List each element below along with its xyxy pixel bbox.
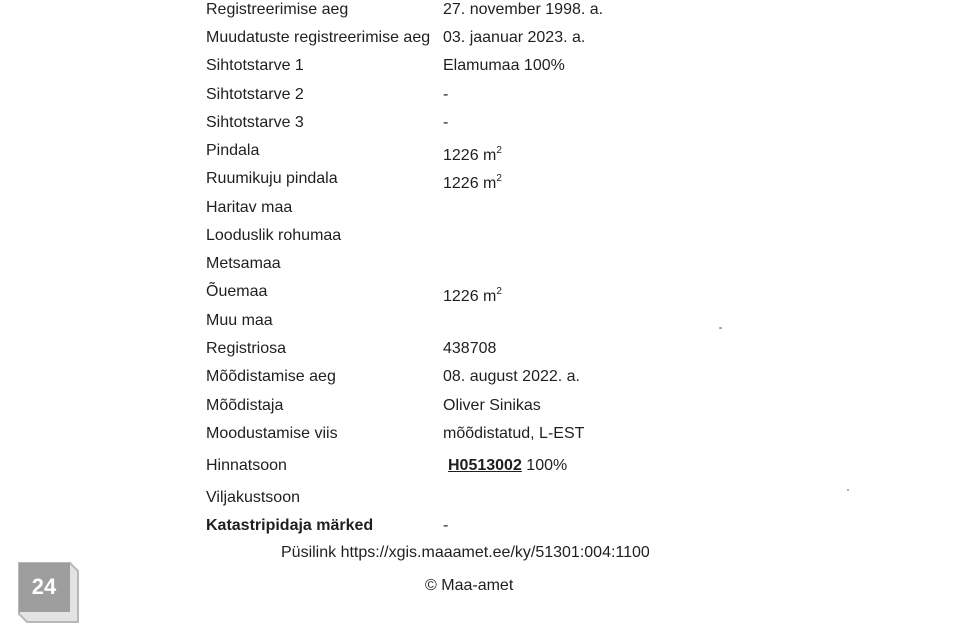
field-value: 27. november 1998. a. <box>443 1 604 18</box>
field-label: Haritav maa <box>206 199 293 216</box>
field-label: Muu maa <box>206 312 273 329</box>
field-label: Pindala <box>206 142 260 159</box>
row-changes-registration-date <box>206 28 766 54</box>
row-survey-date <box>206 367 766 393</box>
row-yard-land <box>206 282 766 308</box>
row-forest-land <box>206 254 766 280</box>
scan-speck <box>719 327 722 329</box>
area-value: 1226 m <box>443 288 497 305</box>
field-label: Registreerimise aeg <box>206 1 349 18</box>
field-value: mõõdistatud, L-EST <box>443 425 585 442</box>
field-label: Moodustamise viis <box>206 425 338 442</box>
field-value: - <box>443 86 449 103</box>
row-price-zone <box>206 456 766 482</box>
field-label: Metsamaa <box>206 255 281 272</box>
scan-speck <box>847 489 849 491</box>
row-purpose-2 <box>206 85 766 111</box>
row-fertility-zone <box>206 488 766 514</box>
field-value: Oliver Sinikas <box>443 397 541 414</box>
row-natural-grassland <box>206 226 766 252</box>
field-value: - <box>443 517 449 534</box>
row-register-part <box>206 339 766 365</box>
row-spatial-area <box>206 169 766 195</box>
field-label: Hinnatsoon <box>206 457 287 474</box>
field-label: Katastripidaja märked <box>206 517 374 534</box>
row-area <box>206 141 766 167</box>
field-value <box>443 456 567 476</box>
field-value: 03. jaanuar 2023. a. <box>443 29 586 46</box>
unit-superscript: 2 <box>496 173 502 184</box>
page-number-badge <box>18 562 76 620</box>
field-label: Sihtotstarve 1 <box>206 57 304 74</box>
price-zone-code: H0513002 <box>448 457 522 474</box>
field-label: Mõõdistamise aeg <box>206 368 336 385</box>
page-number: 24 <box>31 574 57 599</box>
copyright-line: © Maa-amet <box>425 577 514 594</box>
row-surveyor <box>206 396 766 422</box>
unit-superscript: 2 <box>496 145 502 156</box>
field-label: Registriosa <box>206 340 287 357</box>
field-label: Sihtotstarve 2 <box>206 86 304 103</box>
row-formation-method <box>206 424 766 450</box>
field-label: Mõõdistaja <box>206 397 284 414</box>
row-registration-date <box>206 0 766 26</box>
field-value <box>443 169 502 194</box>
field-label: Sihtotstarve 3 <box>206 114 304 131</box>
field-value <box>443 282 502 307</box>
field-label: Viljakustsoon <box>206 489 300 506</box>
area-value: 1226 m <box>443 175 497 192</box>
area-value: 1226 m <box>443 147 497 164</box>
row-purpose-1 <box>206 56 766 82</box>
row-cadastre-keeper-notes <box>206 516 766 542</box>
field-label: Muudatuste registreerimise aeg <box>206 29 431 46</box>
price-zone-percent: 100% <box>526 457 568 474</box>
field-value: - <box>443 114 449 131</box>
unit-superscript: 2 <box>496 286 502 297</box>
row-purpose-3 <box>206 113 766 139</box>
field-label: Looduslik rohumaa <box>206 227 342 244</box>
field-label: Ruumikuju pindala <box>206 170 338 187</box>
permalink-line: Püsilink https://xgis.maaamet.ee/ky/51301:004:1100 <box>281 544 650 561</box>
field-value <box>443 141 502 166</box>
field-value: 08. august 2022. a. <box>443 368 580 385</box>
field-value: 438708 <box>443 340 497 357</box>
field-value: Elamumaa 100% <box>443 57 565 74</box>
field-label: Õuemaa <box>206 283 268 300</box>
row-other-land <box>206 311 766 337</box>
row-arable-land <box>206 198 766 224</box>
